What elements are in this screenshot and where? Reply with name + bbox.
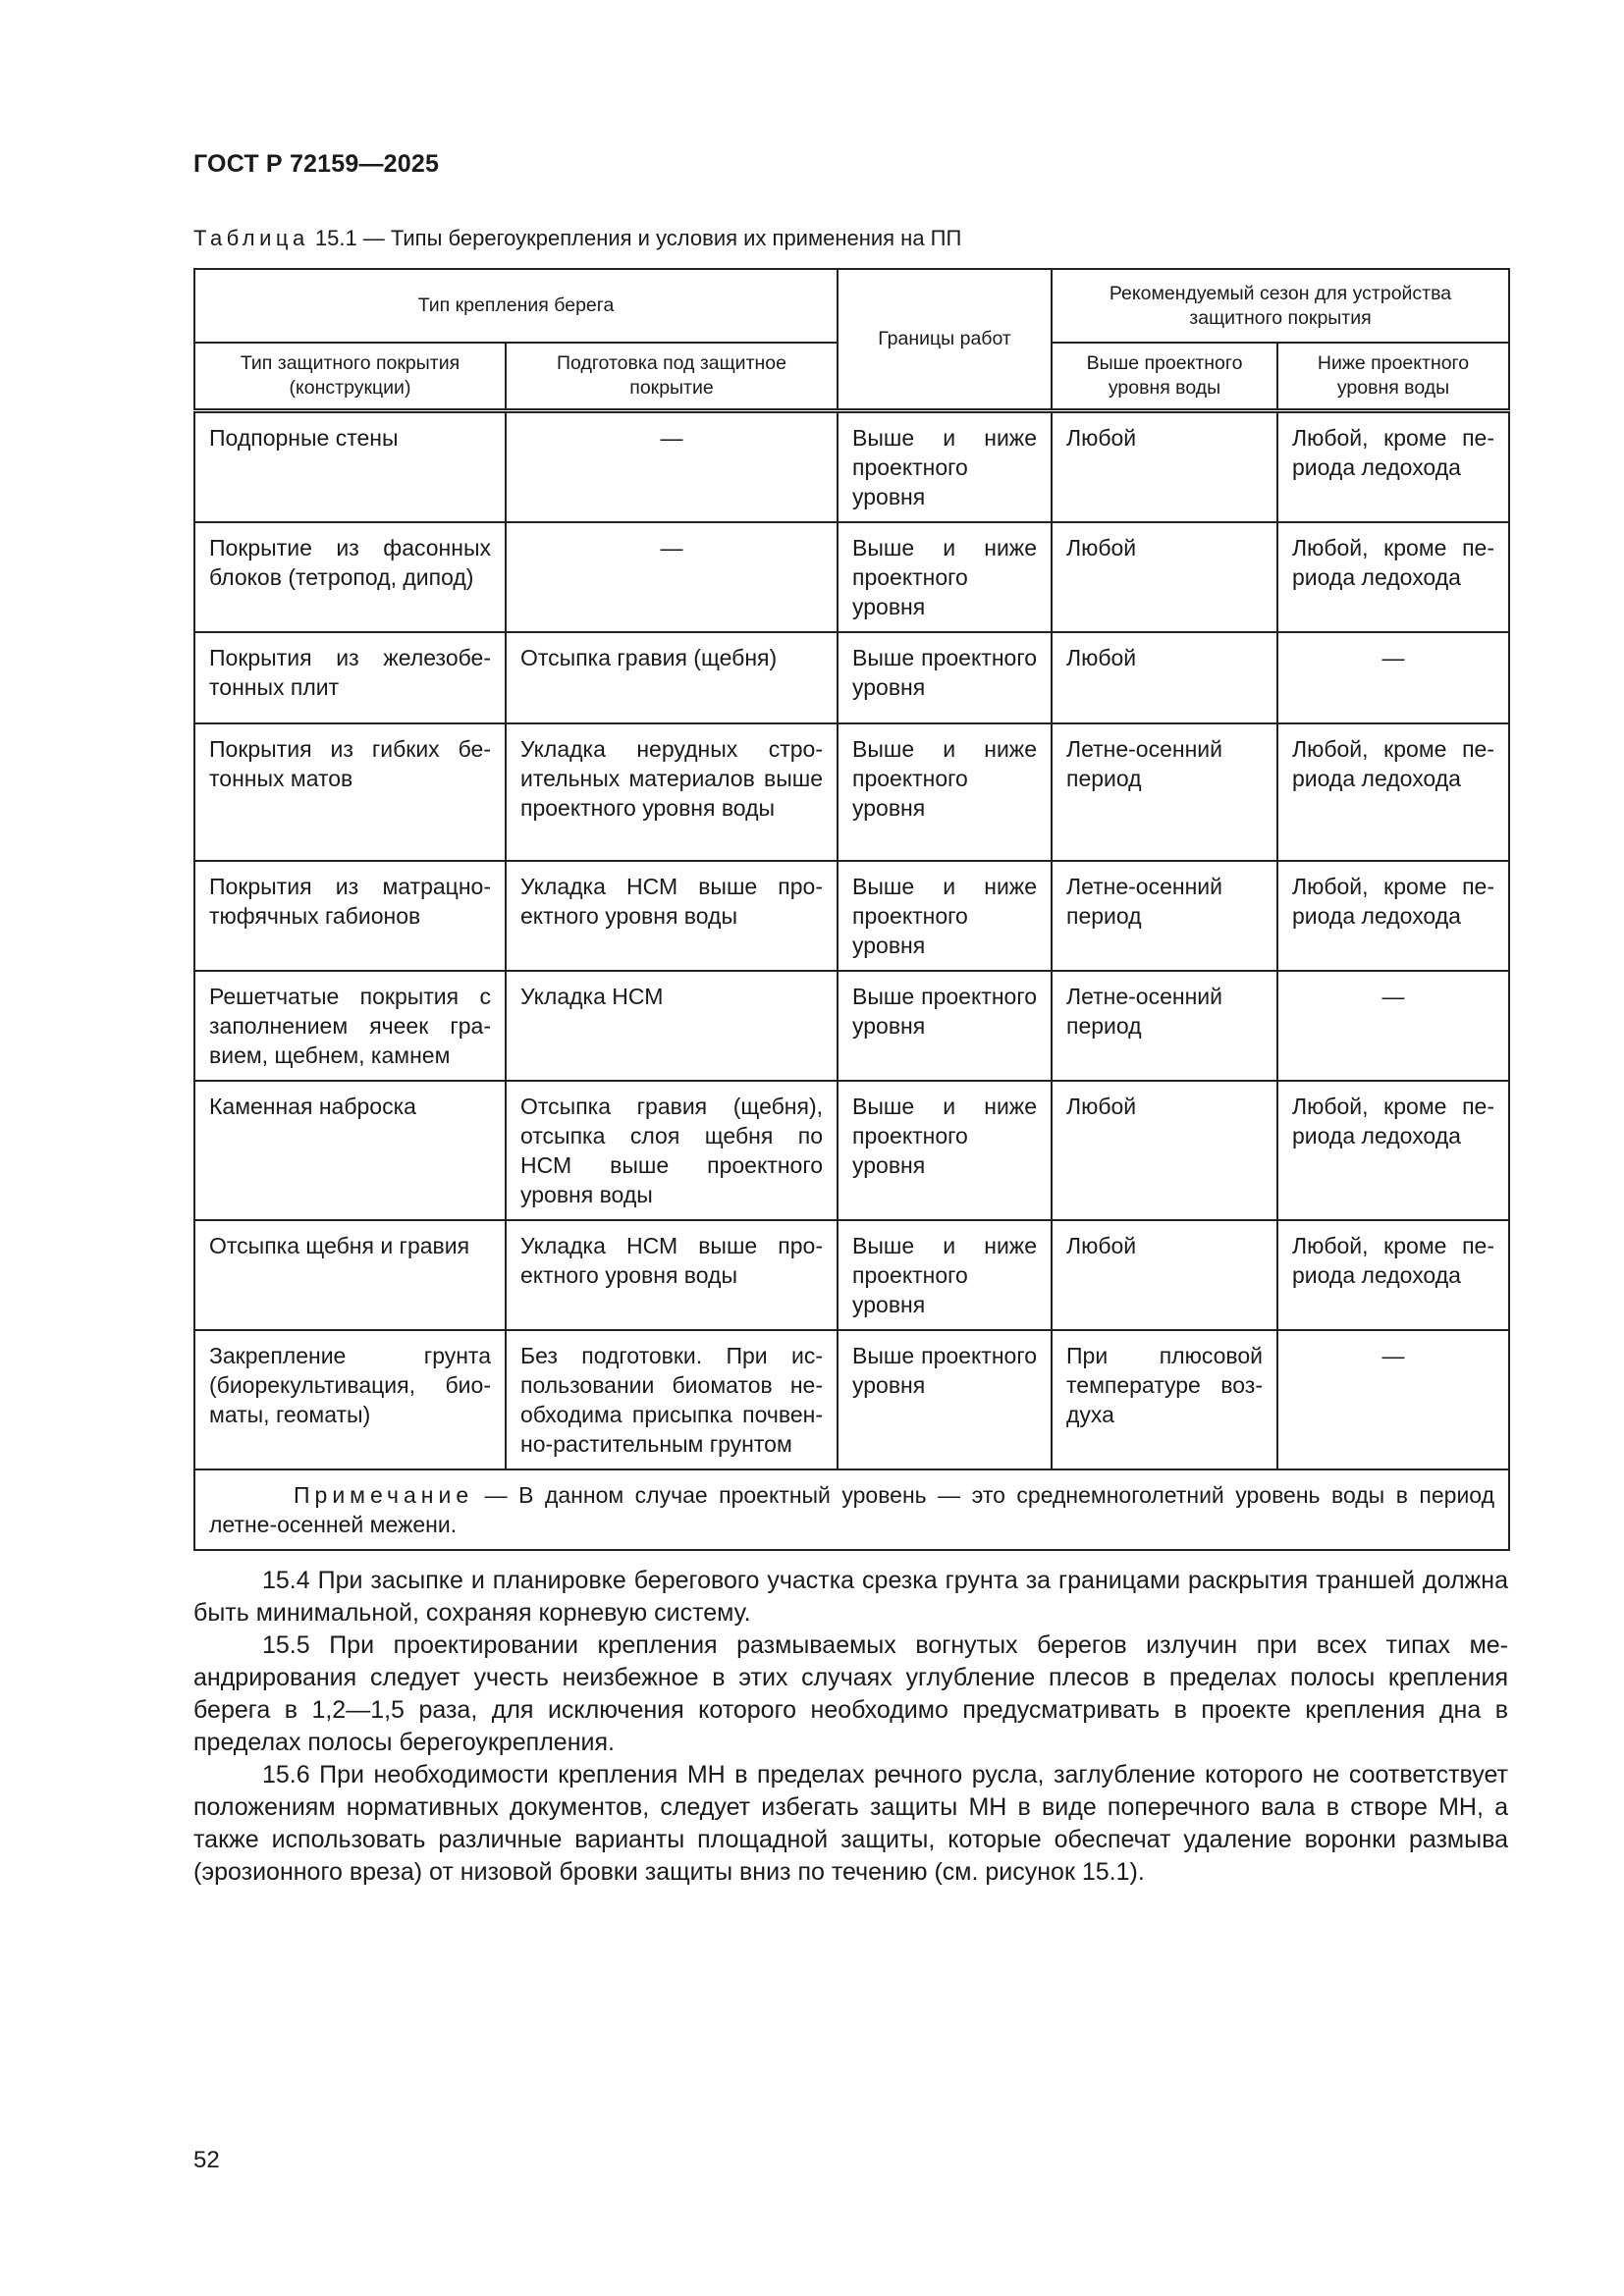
cell-prep: —: [506, 522, 838, 632]
header-cover-type: Тип защитного покрытия (конструкции): [194, 343, 506, 411]
paragraph-15-5: 15.5 При проектировании крепления размываемых вогнутых берегов излучин при всех типах меандрирования следует учесть неизбежное в этих случаях углубление плесов в пределах полосы крепления берега в 1,2—1,5 раза, для исключения которого необходимо предусматривать в проекте крепления дна в пределах полосы берегоукрепления.: [193, 1631, 1508, 1756]
cell-below: Любой, кроме периода ледохода: [1277, 411, 1509, 523]
table-note: [194, 1469, 1509, 1550]
note-label: Примечание: [294, 1482, 474, 1508]
body-text: [193, 1565, 1508, 1889]
cell-bounds: Выше и ниже проектного уровня: [838, 861, 1052, 971]
cell-type: Покрытие из фасонных блоков (тетропод, дипод): [194, 522, 506, 632]
cell-bounds: Выше и ниже проектного уровня: [838, 1081, 1052, 1220]
table-row: [194, 522, 1509, 632]
cell-below: Любой, кроме периода ледохода: [1277, 861, 1509, 971]
cell-below: Любой, кроме периода ледохода: [1277, 1220, 1509, 1330]
cell-above: Любой: [1052, 1081, 1277, 1220]
table-row: [194, 1220, 1509, 1330]
cell-below: Любой, кроме периода ледохода: [1277, 522, 1509, 632]
cell-type: Подпорные стены: [194, 411, 506, 523]
cell-type: Отсыпка щебня и гравия: [194, 1220, 506, 1330]
cell-prep: —: [506, 411, 838, 523]
header-preparation: Подготовка под защитное покрытие: [506, 343, 838, 411]
cell-type: Решетчатые покрытия с заполнением ячеек гравием, щебнем, камнем: [194, 971, 506, 1081]
cell-above: Летне-осенний период: [1052, 971, 1277, 1081]
cell-type: Покрытия из матрацно-тюфячных габионов: [194, 861, 506, 971]
table-caption-text: 15.1 — Типы берегоукрепления и условия их применения на ПП: [308, 226, 962, 250]
standard-code: ГОСТ Р 72159—2025: [193, 150, 440, 178]
table-caption: [193, 226, 961, 251]
cell-below: Любой, кроме периода ледохода: [1277, 723, 1509, 861]
table-row: [194, 861, 1509, 971]
cell-type: Каменная наброска: [194, 1081, 506, 1220]
cell-prep: Укладка НСМ выше проектного уровня воды: [506, 861, 838, 971]
paragraph-15-4: 15.4 При засыпке и планировке берегового участка срезка грунта за границами раскрытия траншей должна быть минимальной, сохраняя корневую систему.: [193, 1567, 1508, 1627]
cell-bounds: Выше и ниже проектного уровня: [838, 411, 1052, 523]
cell-above: Любой: [1052, 522, 1277, 632]
cell-bounds: Выше и ниже проектного уровня: [838, 522, 1052, 632]
table-row: [194, 1330, 1509, 1469]
cell-above: При плюсовой температуре воздуха: [1052, 1330, 1277, 1469]
cell-below: —: [1277, 1330, 1509, 1469]
cell-below: —: [1277, 971, 1509, 1081]
cell-below: —: [1277, 632, 1509, 723]
paragraph-15-6: 15.6 При необходимости крепления МН в пределах речного русла, заглубление которого не соответствует положениям нормативных документов, следует избегать защиты МН в виде поперечного вала в створе МН, а также использовать различные варианты площадной защиты, которые обеспечат удаление воронки размыва (эрозионного вреза) от низовой бровки защиты вниз по течению (см. рисунок 15.1).: [193, 1761, 1508, 1886]
table-row: [194, 723, 1509, 861]
cell-prep: Без подготовки. При использовании биоматов необходима присыпка почвенно-растительным грунтом: [506, 1330, 838, 1469]
header-bounds: Границы работ: [838, 269, 1052, 411]
cell-prep: Отсыпка гравия (щебня), отсыпка слоя щебня по НСМ выше проектного уровня воды: [506, 1081, 838, 1220]
cell-below: Любой, кроме периода ледохода: [1277, 1081, 1509, 1220]
shore-protection-table: [193, 268, 1510, 1551]
cell-above: Летне-осенний период: [1052, 723, 1277, 861]
cell-type: Покрытия из железобетонных плит: [194, 632, 506, 723]
cell-bounds: Выше проектного уровня: [838, 971, 1052, 1081]
header-group-type: Тип крепления берега: [194, 269, 838, 343]
header-above-level: Выше проектного уровня воды: [1052, 343, 1277, 411]
table-row: [194, 1081, 1509, 1220]
table-row: [194, 971, 1509, 1081]
cell-bounds: Выше проектного уровня: [838, 1330, 1052, 1469]
cell-above: Любой: [1052, 411, 1277, 523]
cell-above: Любой: [1052, 632, 1277, 723]
cell-prep: Укладка НСМ выше проектного уровня воды: [506, 1220, 838, 1330]
cell-bounds: Выше и ниже проектного уровня: [838, 723, 1052, 861]
header-group-season: Рекомендуемый сезон для устройства защитного покрытия: [1052, 269, 1509, 343]
note-text: — В данном случае проектный уровень — это среднемноголетний уровень воды в период летне-осенней межени.: [209, 1482, 1494, 1537]
cell-above: Летне-осенний период: [1052, 861, 1277, 971]
table-row: [194, 632, 1509, 723]
table-caption-label: Таблица: [193, 226, 309, 250]
page-number: 52: [193, 2147, 220, 2173]
header-below-level: Ниже проектного уровня воды: [1277, 343, 1509, 411]
cell-bounds: Выше проектного уровня: [838, 632, 1052, 723]
cell-prep: Укладка нерудных строительных материалов выше проектного уровня воды: [506, 723, 838, 861]
table-note-row: [194, 1469, 1509, 1550]
cell-type: Покрытия из гибких бетонных матов: [194, 723, 506, 861]
cell-bounds: Выше и ниже проектного уровня: [838, 1220, 1052, 1330]
cell-above: Любой: [1052, 1220, 1277, 1330]
table-row: [194, 411, 1509, 523]
cell-prep: Отсыпка гравия (щебня): [506, 632, 838, 723]
cell-type: Закрепление грунта (биорекультивация, биоматы, геоматы): [194, 1330, 506, 1469]
cell-prep: Укладка НСМ: [506, 971, 838, 1081]
